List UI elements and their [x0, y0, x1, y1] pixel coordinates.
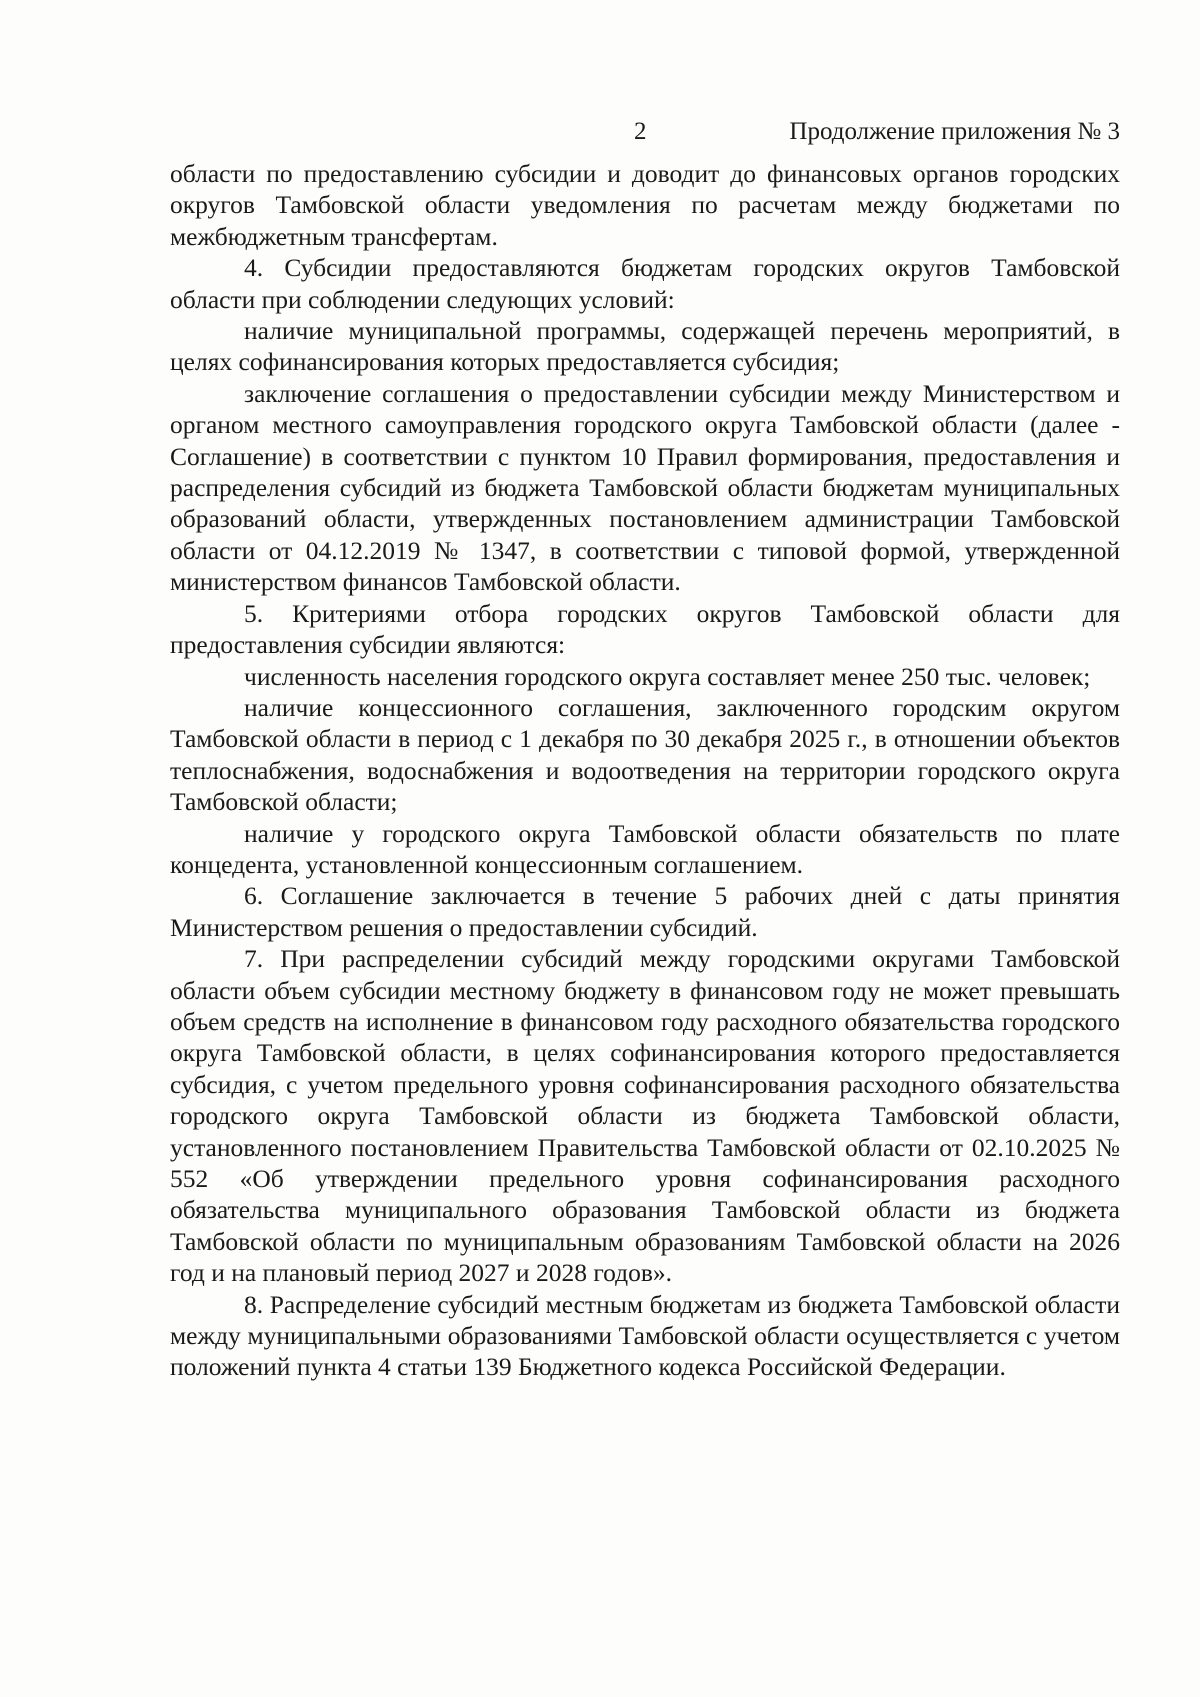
paragraph-item-4: 4. Субсидии предоставляются бюджетам городских округов Тамбовской области при соблюдении следующих условий: — [170, 253, 1120, 314]
paragraph-continued: области по предоставлению субсидии и доводит до финансовых органов городских округов Тамбовской области уведомления по расчетам между бюджетами по межбюджетным трансфертам. — [170, 159, 1120, 251]
paragraph-item-7: 7. При распределении субсидий между городскими округами Тамбовской области объем субсидии местному бюджету в финансовом году не может превышать объем средств на исполнение в финансовом году расходного обязательства городского округа Тамбовской области, в целях софинансирования которого предоставляется субсидия, с учетом предельного уровня софинансирования расходного обязательства городского округа Тамбовской области из бюджета Тамбовской области, установленного постановлением Правительства Тамбовской области от 02.10.2025 № 552 «Об утверждении предельного уровня софинансирования расходного обязательства муниципального образования Тамбовской области из бюджета Тамбовской области по муниципальным образованиям Тамбовской области на 2026 год и на плановый период 2027 и 2028 годов». — [170, 944, 1120, 1288]
paragraph-item-6: 6. Соглашение заключается в течение 5 рабочих дней с даты принятия Министерством решения о предоставлении субсидий. — [170, 881, 1120, 942]
paragraph-condition-agreement: заключение соглашения о предоставлении субсидии между Министерством и органом местного самоуправления городского округа Тамбовской области (далее - Соглашение) в соответствии с пунктом 10 Правил формирования, предоставления и распределения субсидий из бюджета Тамбовской области бюджетам муниципальных образований области, утвержденных постановлением администрации Тамбовской области от 04.12.2019 № 1347, в соответствии с типовой формой, утвержденной министерством финансов Тамбовской области. — [170, 378, 1120, 597]
paragraph-criterion-concession: наличие концессионного соглашения, заключенного городским округом Тамбовской области в период с 1 декабря по 30 декабря 2025 г., в отношении объектов теплоснабжения, водоснабжения и водоотведения на территории городского округа Тамбовской области; — [170, 692, 1120, 817]
paragraph-item-5: 5. Критериями отбора городских округов Тамбовской области для предоставления субсидии являются: — [170, 598, 1120, 660]
paragraph-criterion-population: численность населения городского округа составляет менее 250 тыс. человек; — [244, 661, 1091, 691]
document-body — [170, 158, 1120, 1383]
appendix-continuation-label: Продолжение приложения № 3 — [789, 118, 1120, 145]
paragraph-condition-program: наличие муниципальной программы, содержащей перечень мероприятий, в целях софинансирования которых предоставляется субсидия; — [170, 316, 1120, 377]
page-header — [170, 118, 1120, 152]
paragraph-item-8: 8. Распределение субсидий местным бюджетам из бюджета Тамбовской области между муниципальными образованиями Тамбовской области осуществляется с учетом положений пункта 4 статьи 139 Бюджетного кодекса Российской Федерации. — [170, 1289, 1120, 1382]
page-number: 2 — [634, 118, 647, 145]
paragraph-criterion-obligations: наличие у городского округа Тамбовской области обязательств по плате концедента, установленной концессионным соглашением. — [170, 818, 1120, 879]
